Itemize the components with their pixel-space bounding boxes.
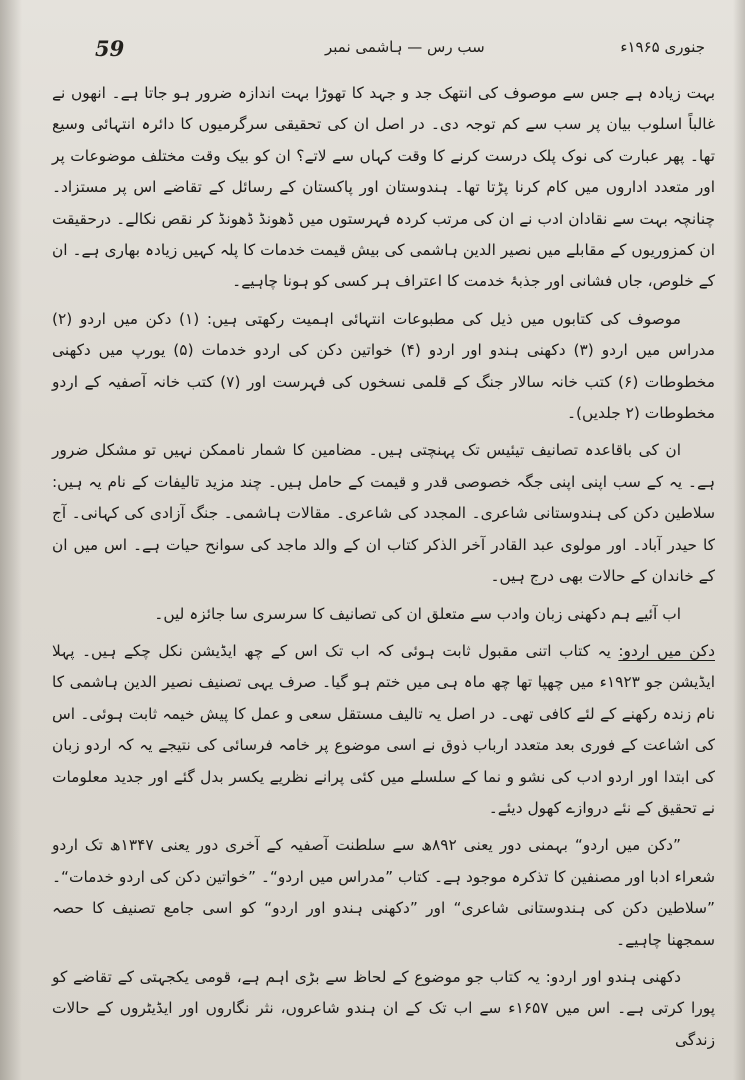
paragraph-6 [52, 830, 715, 956]
page-edge-shadow-right [733, 0, 745, 1080]
paragraph-7 [52, 962, 715, 1056]
section-lead-dakhni-hindu: دکھنی ہندو اور اردو: [545, 967, 682, 986]
paragraph-text: یہ کتاب اتنی مقبول ثابت ہوئی کہ اب تک اس کے چھ ایڈیشن نکل چکے ہیں۔ پہلا ایڈیشن جو ۱۹۲۳ء میں چھپا تھا چھ ماہ ہی میں ختم ہو گیا۔ صرف یہی تصنیف نصیر الدین ہاشمی کا نام زندہ رکھنے کے لئے کافی تھی۔ در اصل یہ تالیف مستقل سعی و عمل کا پیش خیمہ ثابت ہوئی۔ اس کی اشاعت کے فوری بعد متعدد ارباب ذوق نے اسی موضوع پر خامہ فرسائی کی نتیجے یہ کہ اردو زبان کی ابتدا اور اردو ادب کی نشو و نما کے سلسلے میں کئی پرانے نظریے یکسر بدل گئے اور جدید معلومات نے تحقیق کے نئے دروازے کھول دیئے۔ [52, 641, 715, 817]
page-number: 59 [95, 36, 125, 61]
paragraph-text: موصوف کی کتابوں میں ذیل کی مطبوعات انتہائی اہمیت رکھتی ہیں: (۱) دکن میں اردو (۲) مدراس میں اردو (۳) دکھنی ہندو اور اردو (۴) خواتین دکن کی اردو خدمات (۵) یورپ میں دکھنی مخطوطات (۶) کتب خانہ سالار جنگ کے قلمی نسخوں کی فہرست اور (۷) کتب خانہ آصفیہ کے اردو مخطوطات (۲ جلدیں)۔ [52, 309, 715, 423]
paragraph-2 [52, 304, 715, 430]
paragraph-3 [52, 435, 715, 592]
article-body [52, 78, 715, 1062]
section-lead-dakan-mein-urdu: دکن میں اردو: [618, 641, 715, 660]
paragraph-4 [52, 599, 715, 630]
issue-date: جنوری ۱۹۶۵ء [620, 38, 705, 56]
paragraph-text: ان کی باقاعدہ تصانیف تیئیس تک پہنچتی ہیں۔ مضامین کا شمار ناممکن نہیں تو مشکل ضرور ہے۔ یہ کے سب اپنی اپنی جگہ خصوصی قدر و قیمت کے حامل ہیں۔ چند مزید تالیفات کے نام یہ ہیں: سلاطین دکن کی ہندوستانی شاعری۔ المجدد کی شاعری۔ مقالات ہاشمی۔ جنگ آزادی کی کہانی۔ آج کا حیدر آباد۔ اور مولوی عبد القادر آخر الذکر کتاب ان کے والد ماجد کی سوانح حیات ہے۔ اس میں ان کے خاندان کے حالات بھی درج ہیں۔ [52, 441, 715, 586]
paragraph-1 [52, 78, 715, 298]
paragraph-5 [52, 636, 715, 824]
page-header [95, 34, 705, 68]
paragraph-text: ”دکن میں اردو“ بہمنی دور یعنی ۸۹۲ھ سے سلطنت آصفیہ کے آخری دور یعنی ۱۳۴۷ھ تک اردو شعراء ادبا اور مصنفین کا تذکرہ موجود ہے۔ کتاب ”مدراس میں اردو“۔ ”خواتین دکن کی اردو خدمات“۔ ”سلاطین دکن کی ہندوستانی شاعری“ اور ”دکھنی ہندو اور اردو“ کو اسی جامع تصنیف کا حصہ سمجھنا چاہیے۔ [52, 836, 715, 949]
running-head: سب رس — ہاشمی نمبر [325, 38, 485, 56]
page-edge-shadow-left [0, 0, 22, 1080]
paragraph-text: یہ کتاب جو موضوع کے لحاظ سے بڑی اہم ہے، قومی یکجہتی کے تقاضے کو پورا کرتی ہے۔ اس میں ۱۶۵۷ء سے اب تک کے ان ہندو شاعروں، نثر نگاروں اور ایڈیٹروں کے حالات زندگی [52, 967, 715, 1049]
paragraph-text: بہت زیادہ ہے جس سے موصوف کی انتھک جد و جہد کا تھوڑا بہت اندازہ ضرور ہو جاتا ہے۔ انھوں نے غالباً اسلوب بیان پر سب سے کم توجہ دی۔ در اصل ان کی تحقیقی سرگرمیوں کا دائرہ انتہائی وسیع تھا۔ پھر عبارت کی نوک پلک درست کرنے کا وقت کہاں سے لاتے؟ ان کو بیک وقت مختلف موضوعات پر اور متعدد اداروں میں کام کرنا پڑتا تھا۔ ہندوستان اور پاکستان کے رسائل کے تقاضے اس پر مستزاد۔ چنانچہ بہت سے نقادان ادب نے ان کی مرتب کردہ فہرستوں میں ڈھونڈ ڈھونڈ کر نقص نکالے۔ درحقیقت ان کمزوریوں کے مقابلے میں نصیر الدین ہاشمی کی بیش قیمت خدمات کا پلہ کہیں زیادہ بھاری ہے۔ ان کے خلوص، جاں فشانی اور جذبۂ خدمت کا اعتراف ہر کسی کو ہونا چاہیے۔ [52, 84, 715, 291]
paragraph-text: اب آئیے ہم دکھنی زبان وادب سے متعلق ان کی تصانیف کا سرسری سا جائزہ لیں۔ [154, 604, 681, 623]
